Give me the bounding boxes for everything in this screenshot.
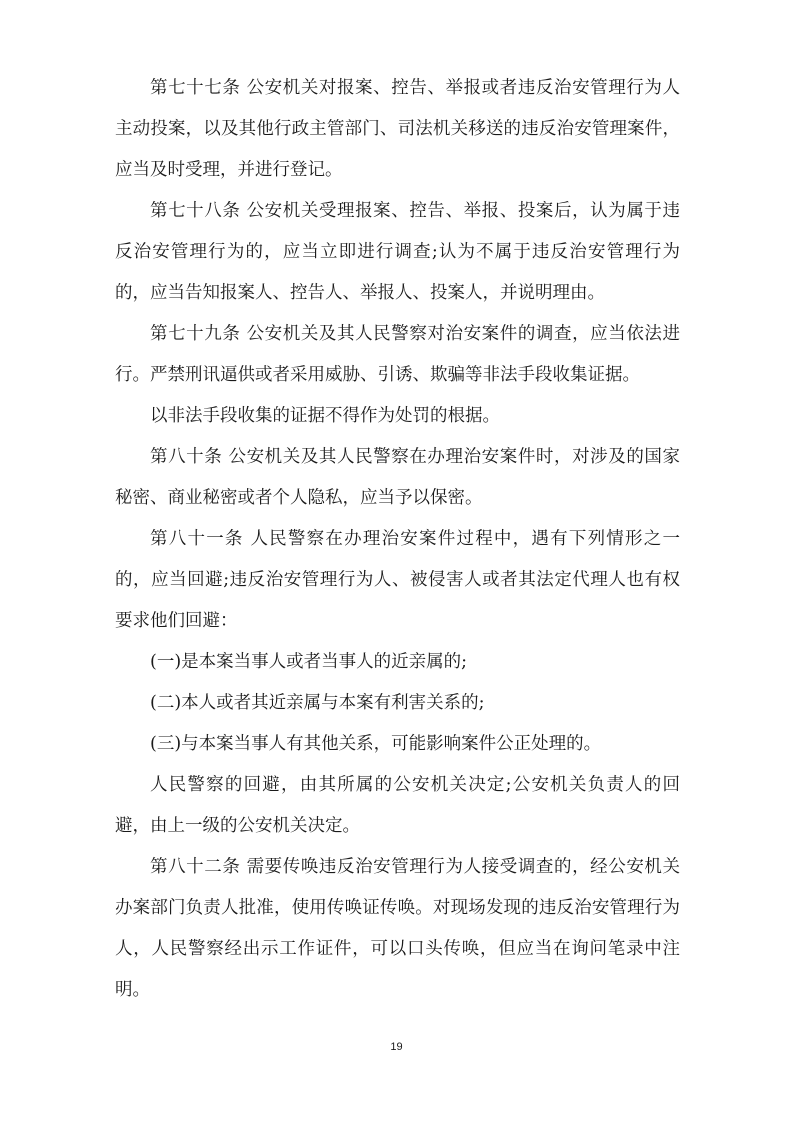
article-79-continuation: 以非法手段收集的证据不得作为处罚的根据。 — [150, 406, 500, 426]
page-number: 19 — [390, 1041, 403, 1053]
article-81-recusal-paragraph: 人民警察的回避，由其所属的公安机关决定;公安机关负责人的回避，由上一级的公安机关决定。 — [115, 775, 680, 836]
article-81-item-3: (三)与本案当事人有其他关系，可能影响案件公正处理的。 — [150, 734, 602, 754]
article-77-paragraph: 第七十七条 公安机关对报案、控告、举报或者违反治安管理行为人主动投案，以及其他行政主管部门、司法机关移送的违反治安管理案件，应当及时受理，并进行登记。 — [115, 78, 680, 180]
article-81-paragraph: 第八十一条 人民警察在办理治安案件过程中，遇有下列情形之一的，应当回避;违反治安管理行为人、被侵害人或者其法定代理人也有权要求他们回避： — [115, 529, 680, 631]
page-body — [115, 68, 680, 1011]
article-80-paragraph: 第八十条 公安机关及其人民警察在办理治安案件时，对涉及的国家秘密、商业秘密或者个人隐私，应当予以保密。 — [115, 447, 680, 508]
article-82-paragraph: 第八十二条 需要传唤违反治安管理行为人接受调查的，经公安机关办案部门负责人批准，使用传唤证传唤。对现场发现的违反治安管理行为人，人民警察经出示工作证件，可以口头传唤，但应当在询问笔录中注明。 — [115, 857, 680, 1000]
article-81-item-2: (二)本人或者其近亲属与本案有利害关系的; — [150, 693, 485, 713]
article-78-paragraph: 第七十八条 公安机关受理报案、控告、举报、投案后，认为属于违反治安管理行为的，应当立即进行调查;认为不属于违反治安管理行为的，应当告知报案人、控告人、举报人、投案人，并说明理由。 — [115, 201, 680, 303]
article-79-paragraph: 第七十九条 公安机关及其人民警察对治安案件的调查，应当依法进行。严禁刑讯逼供或者采用威胁、引诱、欺骗等非法手段收集证据。 — [115, 324, 680, 385]
article-81-item-1: (一)是本案当事人或者当事人的近亲属的; — [150, 652, 468, 672]
